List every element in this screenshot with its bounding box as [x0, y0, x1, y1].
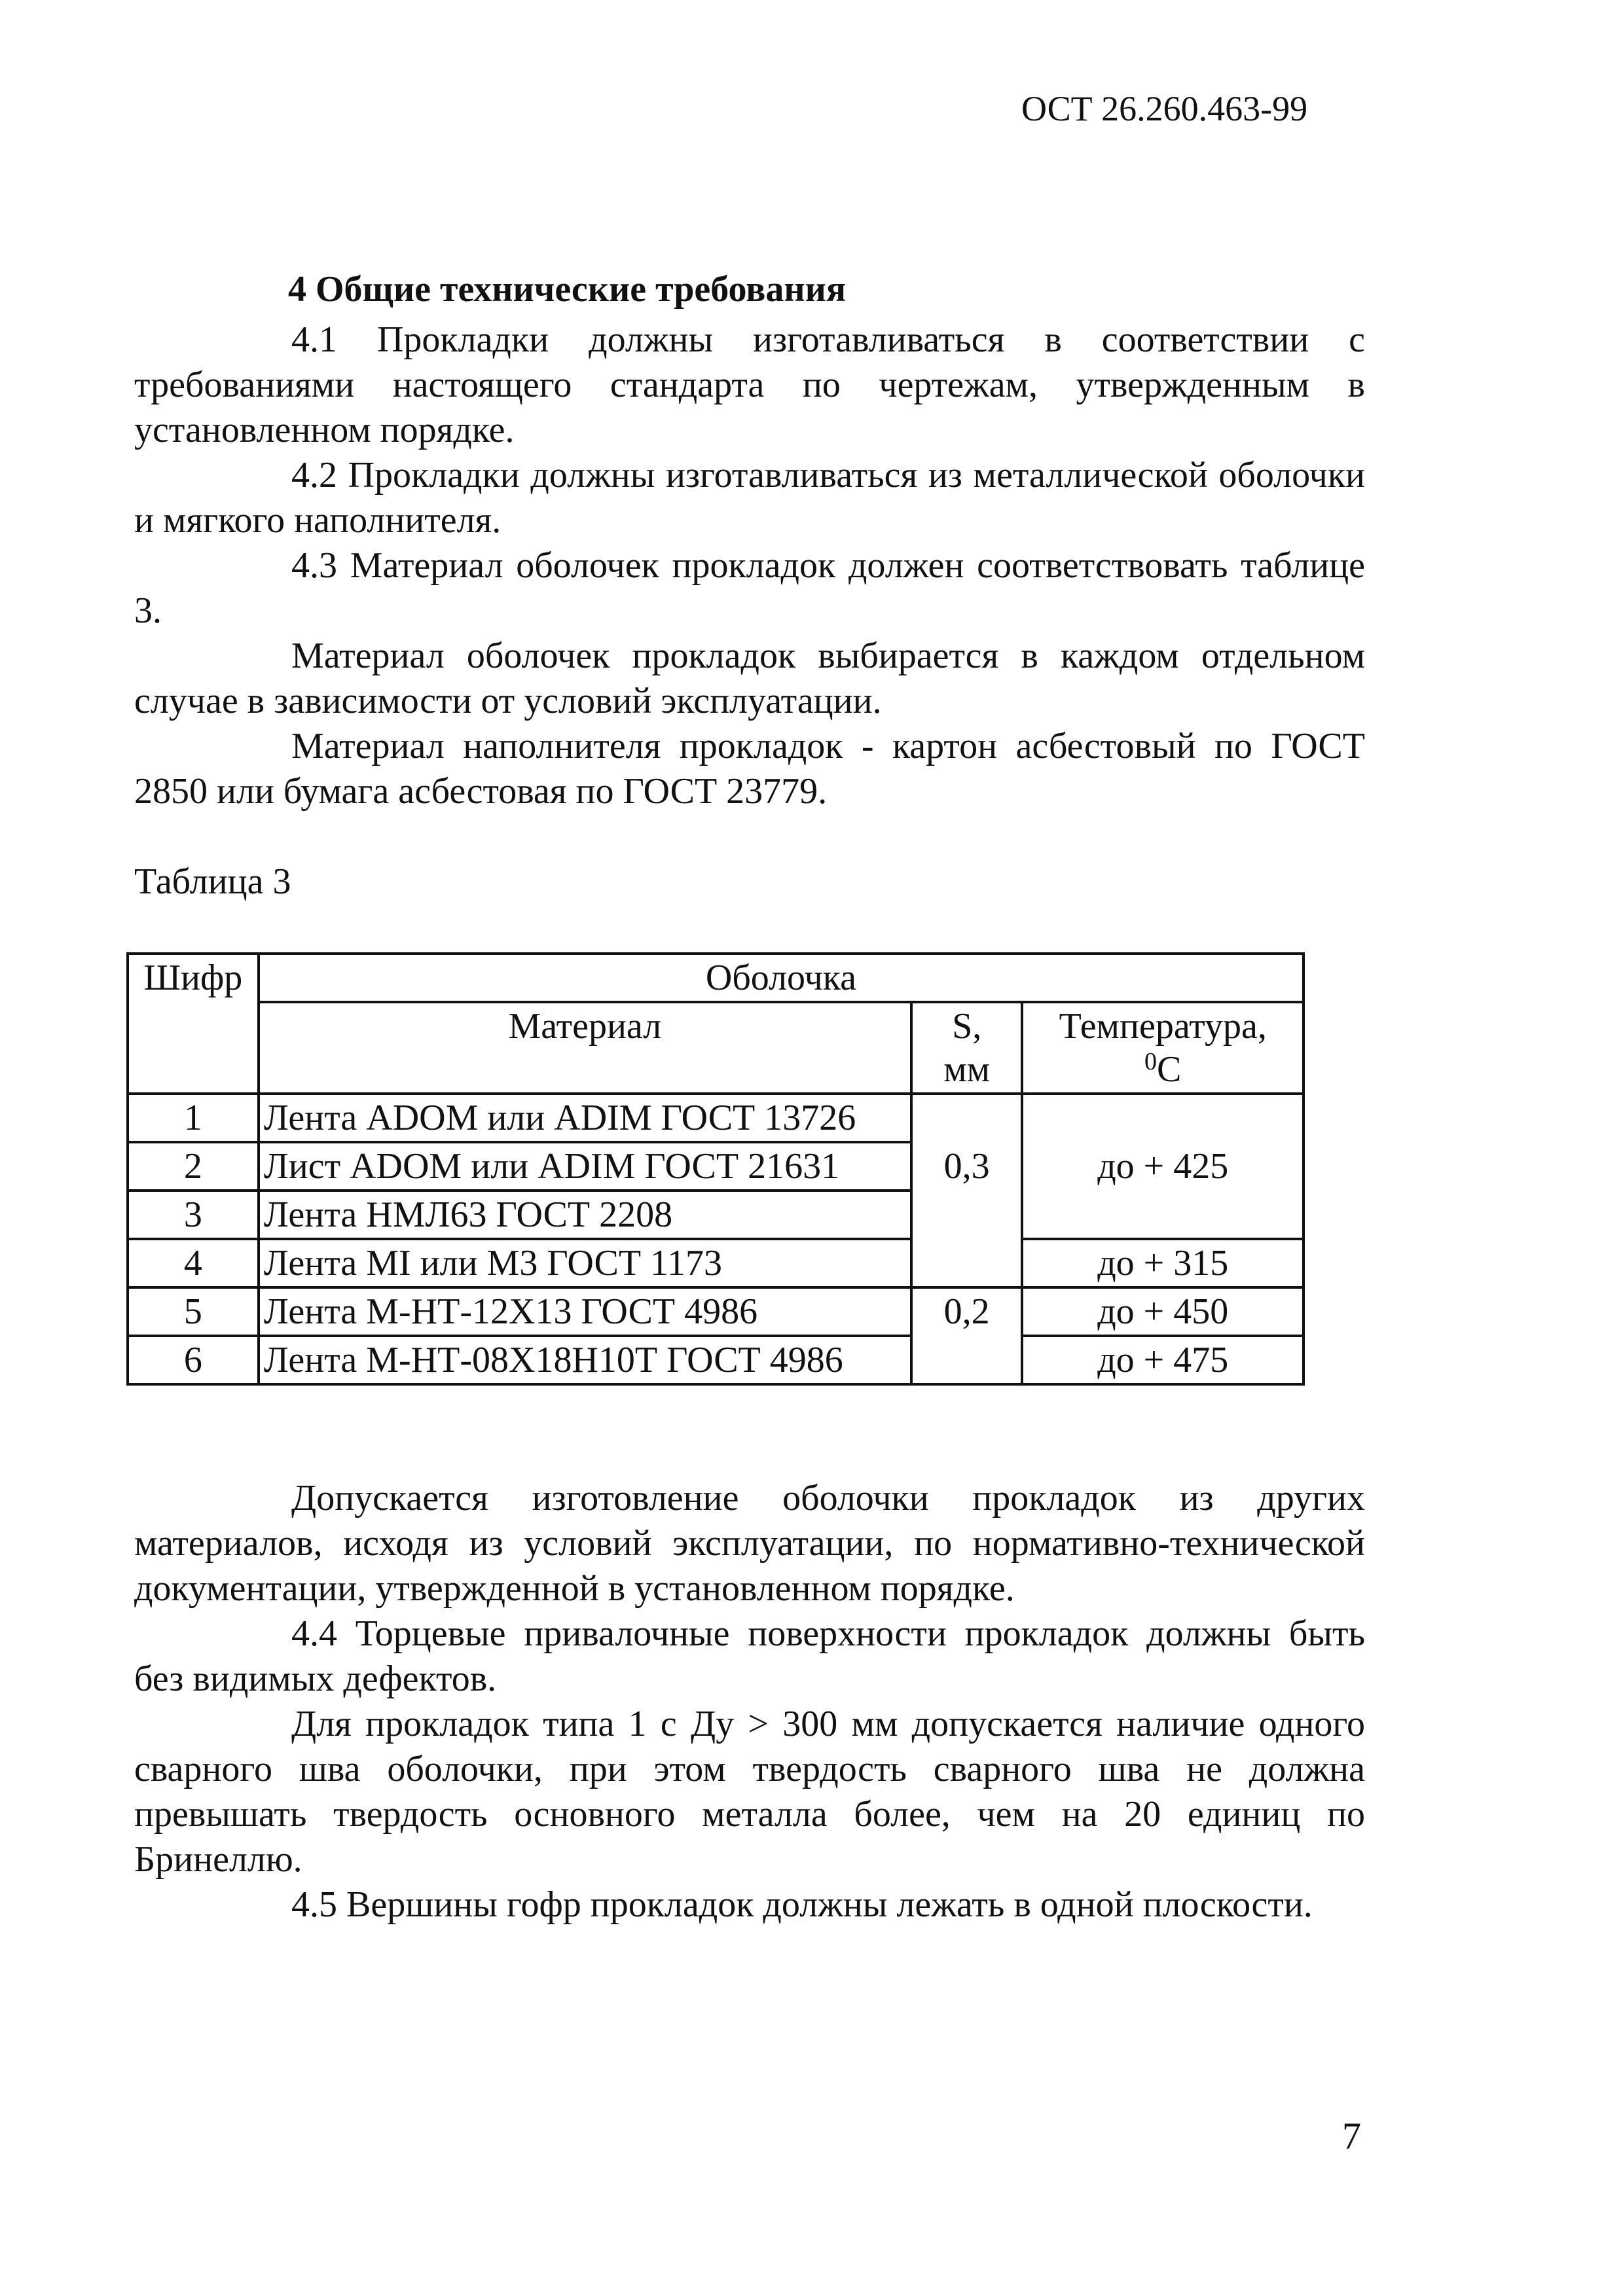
paragraph-filler-material: Материал наполнителя прокладок - картон асбестовый по ГОСТ 2850 или бумага асбестовая по ГОСТ 23779.: [134, 726, 1365, 812]
header-temperature-degree: 0: [1144, 1048, 1158, 1075]
row-code: 2: [128, 1142, 259, 1191]
paragraph-4-3: 4.3 Материал оболочек прокладок должен соответствовать таблице 3.: [134, 545, 1365, 631]
paragraph-other-materials: Допускается изготовление оболочки прокладок из других материалов, исходя из условий эксплуатации, по нормативно-технической документации, утвержденной в установленном порядке.: [134, 1478, 1365, 1609]
row-code: 6: [128, 1336, 259, 1384]
row-code: 4: [128, 1239, 259, 1287]
header-material: Материал: [259, 1002, 911, 1094]
row-code: 5: [128, 1287, 259, 1336]
row-material: Лента ADOM или ADIM ГОСТ 13726: [259, 1094, 911, 1142]
row-material: Лента МI или М3 ГОСТ 1173: [259, 1239, 911, 1287]
temperature-cell: до + 475: [1022, 1336, 1304, 1384]
table-row: [128, 1287, 1304, 1336]
header-temperature-label: Температура,: [1059, 1006, 1267, 1047]
table-row: [128, 1239, 1304, 1287]
row-material: Лента М-НТ-12Х13 ГОСТ 4986: [259, 1287, 911, 1336]
document-code: ОСТ 26.260.463-99: [1021, 89, 1308, 128]
table-caption: Таблица 3: [134, 861, 291, 902]
row-material: Лента НМЛ63 ГОСТ 2208: [259, 1191, 911, 1239]
section-heading: 4 Общие технические требования: [288, 269, 847, 310]
row-material: Лента М-НТ-08Х18Н10Т ГОСТ 4986: [259, 1336, 911, 1384]
header-shell: Оболочка: [259, 954, 1304, 1002]
table-row: [128, 1336, 1304, 1384]
table-row: [128, 1094, 1304, 1142]
paragraph-4-2: 4.2 Прокладки должны изготавливаться из металлической оболочки и мягкого наполнителя.: [134, 455, 1365, 541]
table-header-row: [128, 954, 1304, 1002]
table-subheader-row: [128, 1002, 1304, 1094]
paragraph-weld-seam: Для прокладок типа 1 с Ду > 300 мм допускается наличие одного сварного шва оболочки, при этом твердость сварного шва не должна превышать твердость основного металла более, чем на 20 единиц по Бринеллю.: [134, 1704, 1365, 1880]
paragraph-4-4: 4.4 Торцевые привалочные поверхности прокладок должны быть без видимых дефектов.: [134, 1613, 1365, 1699]
paragraph-4-1: 4.1 Прокладки должны изготавливаться в соответствии с требованиями настоящего стандарта по чертежам, утвержденным в установленном порядке.: [134, 319, 1365, 450]
thickness-cell: 0,2: [911, 1287, 1023, 1384]
thickness-cell: 0,3: [911, 1094, 1023, 1287]
temperature-cell: до + 450: [1022, 1287, 1304, 1336]
header-thickness-symbol: S,: [952, 1006, 982, 1047]
header-code: Шифр: [128, 954, 259, 1094]
paragraph-4-5: 4.5 Вершины гофр прокладок должны лежать в одной плоскости.: [291, 1884, 1313, 1925]
temperature-cell: до + 315: [1022, 1239, 1304, 1287]
header-temperature: [1022, 1002, 1304, 1094]
materials-table: [126, 952, 1305, 1386]
header-temperature-unit: C: [1157, 1049, 1182, 1090]
row-code: 3: [128, 1191, 259, 1239]
paragraph-shell-material: Материал оболочек прокладок выбирается в каждом отдельном случае в зависимости от условий эксплуатации.: [134, 636, 1365, 721]
row-code: 1: [128, 1094, 259, 1142]
temperature-cell: до + 425: [1022, 1094, 1304, 1239]
page-number: 7: [1342, 2115, 1361, 2157]
row-material: Лист ADOM или ADIM ГОСТ 21631: [259, 1142, 911, 1191]
header-thickness-unit: мм: [943, 1049, 991, 1090]
header-thickness: [911, 1002, 1023, 1094]
